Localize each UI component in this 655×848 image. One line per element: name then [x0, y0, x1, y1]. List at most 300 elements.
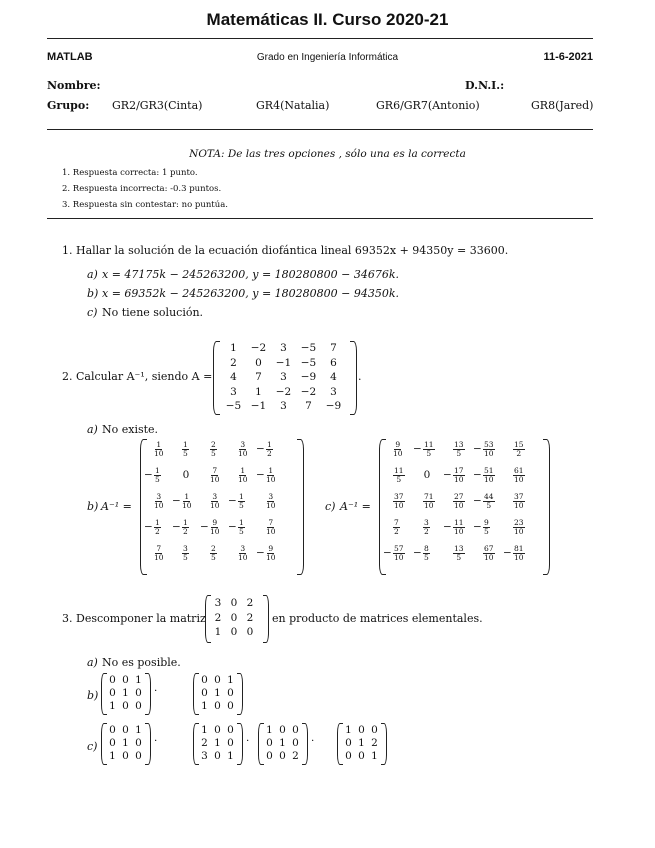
- q2b-matrix-fraction: [238, 441, 248, 458]
- q2c-matrix-denominator: 5: [456, 553, 462, 562]
- q2c-matrix-sign: −: [473, 521, 482, 533]
- q3c-matrix-1-cell: 0: [122, 750, 129, 762]
- q2b-matrix-fraction: [154, 545, 164, 562]
- subject-label: MATLAB: [47, 51, 93, 63]
- q3b-matrix-1-cell: 0: [122, 674, 129, 686]
- q2-matrix-left-paren: [213, 341, 220, 415]
- dni-label: D.N.I.:: [465, 79, 505, 92]
- q3-text-before: Descomponer la matriz: [76, 612, 206, 625]
- q3c-matrix-3-cell: 1: [266, 724, 273, 736]
- q1-text: Hallar la solución de la ecuación diofántica lineal 69352x + 94350y = 33600.: [76, 244, 509, 257]
- q2b-matrix-denominator: 5: [155, 475, 160, 484]
- q2-matrix-cell: −1: [275, 356, 292, 369]
- q2c-matrix-denominator: 10: [454, 527, 464, 536]
- q2c-matrix-denominator: 10: [454, 501, 464, 510]
- q2b-matrix-denominator: 5: [211, 553, 216, 562]
- q2c-matrix-fraction: [513, 545, 525, 562]
- q2b-matrix-denominator: 10: [210, 501, 220, 510]
- q2c-matrix-denominator: 2: [394, 527, 399, 536]
- q2c-matrix-numerator: 13: [454, 544, 464, 553]
- header-top-rule: [47, 38, 593, 39]
- q2b-matrix-numerator: 1: [183, 518, 188, 527]
- q3c-matrix-1-cell: 0: [122, 724, 129, 736]
- q2c-matrix-denominator: 10: [484, 449, 494, 458]
- q2c-matrix-numerator: 37: [394, 492, 404, 501]
- q2b-matrix-denominator: 2: [155, 527, 160, 536]
- note-item-2: 2. Respuesta incorrecta: -0.3 puntos.: [62, 184, 222, 194]
- q2-matrix-cell: −9: [325, 400, 342, 412]
- q3c-matrix-2-cell: 1: [227, 750, 234, 762]
- q2b-matrix-cell: 0: [182, 469, 190, 481]
- q3c-matrix-4-cell: 0: [358, 724, 365, 736]
- group-label: Grupo:: [47, 99, 90, 112]
- q2c-matrix-numerator: 53: [484, 440, 494, 449]
- q3b-matrix-2-cell: 0: [201, 687, 208, 699]
- q2b-matrix-denominator: 5: [239, 501, 244, 510]
- q3c-matrix-2-cell: 3: [201, 750, 208, 762]
- q2c-matrix-sign: −: [473, 469, 482, 481]
- q2c-matrix-fraction: [393, 467, 405, 484]
- q3-matrix-right-paren: [263, 595, 269, 643]
- q2b-matrix-numerator: 3: [156, 492, 162, 501]
- q2b-matrix-numerator: 1: [239, 492, 244, 501]
- q3c-matrix-4-cell: 1: [345, 724, 352, 736]
- q3b-matrix-2-cell: 0: [214, 674, 221, 686]
- q2b-matrix-fraction: [182, 493, 192, 510]
- q3c-matrix-1-cell: 1: [109, 750, 116, 762]
- q2b-matrix-fraction: [266, 519, 276, 536]
- q2c-matrix-numerator: 57: [394, 544, 404, 553]
- q2-number: 2.: [62, 370, 73, 383]
- q3b-matrix-2-cell: 0: [227, 700, 234, 712]
- q2b-matrix-denominator: 10: [210, 475, 220, 484]
- q3c-matrix-1-cell: 0: [109, 737, 116, 749]
- q2c-matrix-sign: −: [503, 547, 512, 559]
- q2b-matrix-fraction: [154, 467, 161, 484]
- q2-matrix-cell: −5: [300, 342, 317, 354]
- q2c-matrix-numerator: 9: [484, 518, 489, 527]
- q2c-matrix-denominator: 5: [396, 475, 402, 484]
- q3-matrix-cell: 2: [246, 611, 254, 624]
- q2c-matrix-sign: −: [383, 547, 392, 559]
- q3c-matrix-2-cell: 0: [214, 750, 221, 762]
- q2b-matrix-fraction: [266, 467, 276, 484]
- q2c-matrix-numerator: 71: [424, 492, 434, 501]
- q2b-matrix-fraction: [182, 545, 189, 562]
- q3c-matrix-2-cell: 0: [227, 724, 234, 736]
- q3b-matrix-1-cell: 1: [135, 674, 142, 686]
- q3c-matrix-3-cell: 0: [279, 750, 286, 762]
- header-bottom-rule: [47, 129, 593, 130]
- q3c-matrix-2-cell: 2: [201, 737, 208, 749]
- q3c-product-dot: ·: [311, 735, 315, 747]
- q2c-matrix-numerator: 27: [454, 492, 464, 501]
- q3c-product-dot: ·: [246, 735, 250, 747]
- q1-option-c-text: No tiene solución.: [102, 306, 204, 319]
- q2-option-b-label: b): [87, 500, 99, 513]
- q2-matrix-cell: 4: [230, 371, 237, 383]
- q2c-matrix-fraction: [453, 467, 465, 484]
- q3c-matrix-1-cell: 0: [109, 724, 116, 736]
- q2c-matrix-numerator: 23: [514, 518, 524, 527]
- q2b-matrix-left-paren: [140, 439, 147, 575]
- q3-text-after: en producto de matrices elementales.: [272, 612, 483, 625]
- q1-number: 1.: [62, 244, 73, 257]
- q2b-matrix-fraction: [154, 441, 164, 458]
- q2b-matrix-numerator: 7: [268, 518, 274, 527]
- q2b-matrix-fraction: [238, 545, 248, 562]
- q2c-matrix-numerator: 44: [484, 492, 494, 501]
- q2c-matrix-denominator: 10: [393, 449, 403, 458]
- q2b-matrix-sign: −: [228, 495, 237, 507]
- q3c-matrix-3-cell: 2: [292, 750, 299, 762]
- q2-matrix-cell: 1: [255, 385, 262, 398]
- q3c-matrix-4-cell: 1: [358, 737, 365, 749]
- q2-matrix-cell: −2: [250, 342, 267, 354]
- q3c-matrix-2-cell: 0: [214, 724, 221, 736]
- q2c-matrix-fraction: [393, 519, 400, 536]
- q2-matrix-cell: 7: [305, 400, 312, 412]
- q2b-matrix-fraction: [154, 519, 161, 536]
- q2c-matrix-numerator: 9: [395, 440, 401, 449]
- q2b-matrix-fraction: [266, 441, 273, 458]
- q2b-matrix-denominator: 10: [154, 501, 164, 510]
- q2c-matrix-numerator: 67: [484, 544, 494, 553]
- q3-matrix-cell: 1: [214, 626, 222, 638]
- q2b-matrix-fraction: [210, 519, 220, 536]
- q2b-matrix-numerator: 9: [268, 544, 274, 553]
- q2-matrix-right-paren: [350, 341, 357, 415]
- q2b-matrix-fraction: [238, 519, 245, 536]
- q2b-matrix-sign: −: [228, 521, 237, 533]
- q2b-matrix-sign: −: [172, 521, 181, 533]
- q1-option-c-label: c): [87, 306, 98, 319]
- q2-matrix-cell: 0: [255, 356, 262, 369]
- q2c-matrix-denominator: 5: [456, 449, 462, 458]
- q2b-matrix-numerator: 9: [212, 518, 218, 527]
- q3c-matrix-3-cell: 0: [292, 724, 299, 736]
- q3b-matrix-1-cell: 0: [109, 674, 116, 686]
- q2-matrix-cell: 1: [230, 342, 237, 354]
- q2c-matrix-numerator: 3: [424, 518, 429, 527]
- q2b-matrix-denominator: 2: [183, 527, 188, 536]
- q3b-matrix-2-cell: 0: [227, 687, 234, 699]
- q2b-matrix-numerator: 1: [239, 518, 244, 527]
- q2b-matrix-fraction: [182, 441, 189, 458]
- q3-option-b-label: b): [87, 689, 99, 702]
- q2-matrix-cell: 2: [230, 356, 237, 369]
- q3c-matrix-4-cell: 2: [371, 737, 378, 749]
- q2c-matrix-sign: −: [473, 443, 482, 455]
- q2c-matrix-denominator: 10: [484, 553, 494, 562]
- q2c-matrix-numerator: 17: [454, 466, 464, 475]
- q2-matrix-cell: 6: [330, 356, 337, 369]
- q3b-matrix-2-cell: 0: [201, 674, 208, 686]
- q2b-matrix-numerator: 1: [155, 466, 160, 475]
- q3c-matrix-4-cell: 1: [371, 750, 378, 762]
- q3-number: 3.: [62, 612, 73, 625]
- q2b-matrix-fraction: [266, 545, 276, 562]
- q3c-matrix-1-right-paren: [145, 723, 151, 765]
- q2-matrix-cell: −2: [275, 385, 292, 398]
- group-option-1: GR2/GR3(Cinta): [112, 99, 203, 112]
- q2-matrix-cell: 3: [230, 385, 237, 398]
- q2b-matrix-fraction: [210, 493, 220, 510]
- q2c-matrix-fraction: [483, 441, 495, 458]
- q2-matrix-cell: 3: [280, 371, 287, 383]
- q3b-matrix-1-cell: 0: [109, 687, 116, 699]
- q2c-matrix-denominator: 10: [514, 527, 524, 536]
- q3b-product-dot: ·: [154, 685, 158, 697]
- q2b-matrix-numerator: 1: [240, 466, 246, 475]
- q3b-matrix-1-right-paren: [145, 673, 151, 715]
- q3b-matrix-1-cell: 0: [135, 687, 142, 699]
- q2c-matrix-denominator: 2: [424, 527, 429, 536]
- q3c-matrix-1-cell: 1: [122, 737, 129, 749]
- q3c-matrix-4-cell: 0: [371, 724, 378, 736]
- q2b-matrix-denominator: 10: [154, 553, 164, 562]
- q3b-matrix-2-cell: 1: [201, 700, 208, 712]
- q3-option-a-text: No es posible.: [102, 656, 181, 669]
- q3c-matrix-1-cell: 1: [135, 724, 142, 736]
- q2-option-a-text: No existe.: [102, 423, 159, 436]
- page-title: Matemáticas II. Curso 2020-21: [206, 10, 449, 29]
- note-item-3: 3. Respuesta sin contestar: no puntúa.: [62, 200, 228, 210]
- q2b-matrix-denominator: 10: [238, 553, 248, 562]
- q3c-matrix-2-cell: 1: [214, 737, 221, 749]
- q2b-matrix-denominator: 5: [239, 527, 244, 536]
- q2c-matrix-numerator: 81: [514, 544, 524, 553]
- q3b-matrix-2-cell: 1: [214, 687, 221, 699]
- name-label: Nombre:: [47, 79, 101, 92]
- q3c-matrix-3-cell: 0: [292, 737, 299, 749]
- q2-matrix-cell: −1: [250, 400, 267, 412]
- q2-matrix-cell: −5: [300, 356, 317, 369]
- q2c-matrix-fraction: [453, 441, 465, 458]
- q2b-matrix-sign: −: [256, 469, 265, 481]
- q3b-matrix-1-cell: 1: [122, 687, 129, 699]
- q2-matrix-cell: 3: [280, 400, 287, 412]
- q2c-matrix-numerator: 61: [514, 466, 524, 475]
- q2c-matrix-right-paren: [543, 439, 550, 575]
- q3-matrix-cell: 2: [246, 597, 254, 609]
- q2-matrix-cell: 7: [255, 371, 262, 383]
- q1-option-a-label: a): [87, 268, 98, 281]
- q2c-matrix-fraction: [393, 441, 403, 458]
- q2b-matrix-numerator: 3: [212, 492, 218, 501]
- q2b-matrix-numerator: 7: [156, 544, 162, 553]
- q2b-matrix-denominator: 5: [211, 449, 216, 458]
- q3c-matrix-3-right-paren: [302, 723, 308, 765]
- q2b-matrix-numerator: 1: [268, 466, 274, 475]
- q2c-matrix-fraction: [453, 545, 465, 562]
- q2c-matrix-fraction: [483, 519, 490, 536]
- q3c-product-dot: ·: [154, 735, 158, 747]
- q2b-matrix-sign: −: [256, 547, 265, 559]
- q2b-matrix-denominator: 10: [238, 475, 248, 484]
- q2b-matrix-fraction: [210, 441, 217, 458]
- q2b-matrix-denominator: 10: [266, 527, 276, 536]
- q3b-matrix-1-cell: 0: [122, 700, 129, 712]
- q3c-matrix-3-cell: 0: [279, 724, 286, 736]
- q2c-matrix-fraction: [513, 493, 525, 510]
- group-option-4: GR8(Jared): [531, 99, 594, 112]
- q2c-matrix-cell: 0: [423, 469, 431, 481]
- q2c-matrix-denominator: 10: [514, 501, 524, 510]
- q2b-matrix-denominator: 10: [266, 475, 276, 484]
- q2b-matrix-numerator: 1: [267, 440, 272, 449]
- q3b-matrix-1-cell: 1: [109, 700, 116, 712]
- q2c-matrix-numerator: 8: [424, 544, 429, 553]
- q3c-matrix-2-right-paren: [237, 723, 243, 765]
- q3-option-a-label: a): [87, 656, 98, 669]
- q2c-matrix-fraction: [483, 545, 495, 562]
- q2b-matrix-fraction: [266, 493, 276, 510]
- q2-option-b-prefix: A⁻¹ =: [101, 500, 132, 513]
- q3-matrix-cell: 0: [230, 611, 238, 624]
- q3c-matrix-4-right-paren: [381, 723, 387, 765]
- q2b-matrix-numerator: 1: [156, 440, 162, 449]
- q1-option-b-text: x = 69352k − 245263200, y = 180280800 − 94350k.: [102, 287, 400, 300]
- q3c-matrix-4-cell: 0: [345, 750, 352, 762]
- q2-matrix-cell: 7: [330, 342, 337, 354]
- note-bottom-rule: [47, 218, 593, 219]
- q2b-matrix-denominator: 10: [266, 553, 276, 562]
- group-option-3: GR6/GR7(Antonio): [376, 99, 480, 112]
- q3c-matrix-1-cell: 0: [135, 737, 142, 749]
- q2c-matrix-denominator: 2: [516, 449, 522, 458]
- q2b-matrix-sign: −: [144, 521, 153, 533]
- q2c-matrix-fraction: [393, 493, 405, 510]
- q2b-matrix-numerator: 1: [155, 518, 160, 527]
- q2c-matrix-numerator: 7: [394, 518, 399, 527]
- q2c-matrix-sign: −: [413, 443, 422, 455]
- q3-matrix-cell: 0: [230, 597, 238, 609]
- q2b-matrix-numerator: 2: [211, 440, 216, 449]
- q3c-matrix-2-cell: 0: [227, 737, 234, 749]
- q2b-matrix-sign: −: [200, 521, 209, 533]
- q2c-matrix-denominator: 5: [484, 527, 489, 536]
- q2b-matrix-denominator: 10: [210, 527, 220, 536]
- exam-date: 11-6-2021: [543, 51, 593, 63]
- q2c-matrix-fraction: [483, 467, 495, 484]
- q2b-matrix-denominator: 5: [183, 553, 188, 562]
- q2c-matrix-denominator: 10: [424, 501, 434, 510]
- q2c-matrix-numerator: 13: [454, 440, 464, 449]
- q2b-matrix-numerator: 3: [240, 440, 246, 449]
- q2c-matrix-fraction: [423, 441, 435, 458]
- q2b-matrix-fraction: [238, 467, 248, 484]
- q2-period: .: [358, 370, 362, 383]
- note-item-1: 1. Respuesta correcta: 1 punto.: [62, 168, 198, 178]
- q2c-matrix-denominator: 5: [424, 553, 429, 562]
- q2-matrix-cell: −5: [225, 400, 242, 412]
- q2c-matrix-sign: −: [443, 521, 452, 533]
- q2-matrix-cell: −2: [300, 385, 317, 398]
- q2c-matrix-denominator: 5: [486, 501, 492, 510]
- group-option-2: GR4(Natalia): [256, 99, 330, 112]
- q2-matrix-cell: 3: [330, 385, 337, 398]
- q3b-matrix-2-cell: 0: [214, 700, 221, 712]
- q2b-matrix-denominator: 10: [182, 501, 192, 510]
- q3-matrix-cell: 3: [214, 597, 222, 609]
- q2b-matrix-numerator: 1: [184, 492, 190, 501]
- q2b-matrix-numerator: 2: [211, 544, 216, 553]
- q2-option-c-label: c): [325, 500, 336, 513]
- q2-option-a-label: a): [87, 423, 98, 436]
- q2c-matrix-numerator: 11: [424, 440, 434, 449]
- q2b-matrix-sign: −: [256, 443, 265, 455]
- q2b-matrix-denominator: 2: [267, 449, 272, 458]
- q2b-matrix-numerator: 7: [212, 466, 218, 475]
- q2c-matrix-denominator: 10: [514, 553, 524, 562]
- q1-option-b-label: b): [87, 287, 99, 300]
- q2c-matrix-numerator: 37: [514, 492, 524, 501]
- q2c-matrix-fraction: [393, 545, 405, 562]
- q2c-matrix-denominator: 5: [426, 449, 432, 458]
- q2-text: Calcular A⁻¹, siendo A =: [76, 370, 213, 383]
- q2b-matrix-denominator: 10: [238, 449, 248, 458]
- q3-matrix-cell: 0: [246, 626, 254, 638]
- q3b-matrix-2-cell: 1: [227, 674, 234, 686]
- q2b-matrix-right-paren: [297, 439, 304, 575]
- q2b-matrix-numerator: 3: [240, 544, 246, 553]
- q2-matrix-cell: 4: [330, 371, 337, 383]
- q3-option-c-label: c): [87, 740, 98, 753]
- q2c-matrix-denominator: 10: [394, 553, 404, 562]
- q2c-matrix-fraction: [513, 441, 525, 458]
- q2c-matrix-denominator: 10: [484, 475, 494, 484]
- q3c-matrix-3-cell: 0: [266, 737, 273, 749]
- q2c-matrix-fraction: [483, 493, 495, 510]
- q2b-matrix-sign: −: [144, 469, 153, 481]
- q2b-matrix-fraction: [210, 545, 217, 562]
- q3c-matrix-3-cell: 1: [279, 737, 286, 749]
- q2c-matrix-numerator: 11: [454, 518, 464, 527]
- q3c-matrix-4-cell: 0: [358, 750, 365, 762]
- q2c-matrix-fraction: [423, 545, 430, 562]
- q2-matrix-cell: −9: [300, 371, 317, 383]
- q2-matrix-cell: 3: [280, 342, 287, 354]
- q3c-matrix-1-cell: 0: [135, 750, 142, 762]
- q3-matrix-cell: 2: [214, 611, 222, 624]
- q3c-matrix-4-cell: 0: [345, 737, 352, 749]
- degree-label: Grado en Ingeniería Informática: [256, 52, 399, 63]
- q1-option-a-text: x = 47175k − 245263200, y = 180280800 − 34676k.: [102, 268, 400, 281]
- q3c-matrix-3-cell: 0: [266, 750, 273, 762]
- q2b-matrix-denominator: 10: [154, 449, 164, 458]
- q2c-matrix-denominator: 10: [454, 475, 464, 484]
- q2c-matrix-fraction: [453, 493, 465, 510]
- q2c-matrix-fraction: [513, 467, 525, 484]
- note-title: NOTA: De las tres opciones , sólo una es la correcta: [189, 148, 466, 160]
- q2c-matrix-sign: −: [413, 547, 422, 559]
- q2b-matrix-numerator: 3: [183, 544, 188, 553]
- q2c-matrix-numerator: 15: [514, 440, 524, 449]
- q2-option-c-prefix: A⁻¹ =: [340, 500, 371, 513]
- q2c-matrix-fraction: [453, 519, 465, 536]
- q2c-matrix-numerator: 11: [394, 466, 404, 475]
- q2b-matrix-fraction: [154, 493, 164, 510]
- q2b-matrix-fraction: [182, 519, 189, 536]
- q2c-matrix-sign: −: [443, 469, 452, 481]
- q2b-matrix-denominator: 10: [266, 501, 276, 510]
- q2c-matrix-sign: −: [473, 495, 482, 507]
- q2b-matrix-numerator: 1: [183, 440, 188, 449]
- q2c-matrix-numerator: 51: [484, 466, 494, 475]
- q3-matrix-cell: 0: [230, 626, 238, 638]
- q2c-matrix-denominator: 10: [514, 475, 524, 484]
